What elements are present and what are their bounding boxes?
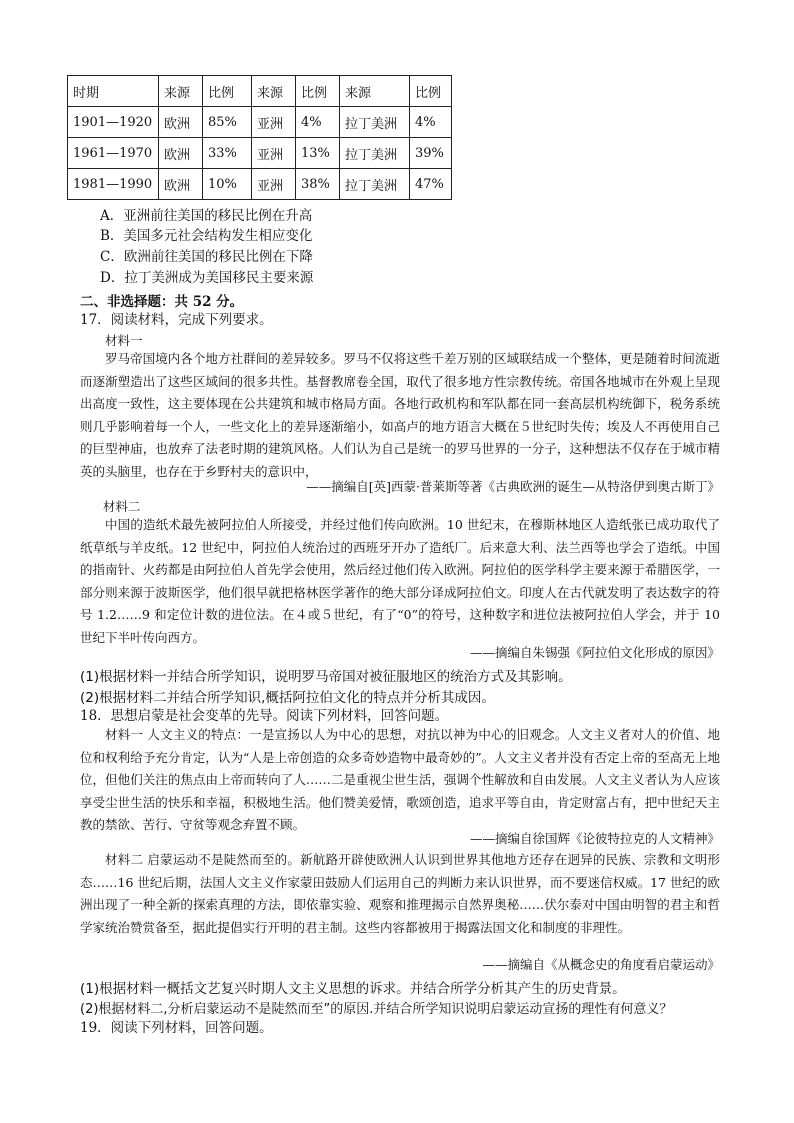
table-cell: 85% (203, 107, 252, 138)
table-cell: 33% (203, 138, 252, 169)
table-cell: 4% (410, 107, 452, 138)
table-row (68, 169, 452, 200)
table-cell: 1901—1920 (68, 107, 159, 138)
table-header-cell: 来源 (340, 76, 410, 107)
q17-material-2-text: 中国的造纸术最先被阿拉伯人所接受，并经过他们传向欧洲。10 世纪末，在穆斯林地区人造纸张已成功取代了纸草纸与羊皮纸。12 世纪中，阿拉伯人统治过的西班牙开办了造纸厂。后来意大利、法兰西等也学会了造纸。中国的指南针、火药都是由阿拉伯人首先学会使用，然后经过他们传入欧洲。阿拉伯的医学科学主要来源于希腊医学，一部分则来源于波斯医学，他们很早就把格林医学著作的绝大部分译成阿拉伯文。印度人在古代就发明了表达数字的符号 1.2……9 和定位计数的进位法。在４或５世纪，有了“0”的符号，这种数字和进位法被阿拉伯人学会，并于 10 世纪下半叶传向西方。 (80, 517, 720, 645)
option-b: B．美国多元社会结构发生相应变化 (100, 228, 313, 244)
table-cell: 38% (296, 169, 340, 200)
q17-material-1-text: 罗马帝国境内各个地方社群间的差异较多。罗马不仅将这些千差万别的区域联结成一个整体，更是随着时间流逝而逐渐塑造出了这些区域间的很多共性。基督教席卷全国，取代了很多地方性宗教传统。帝国各地城市在外观上呈现出高度一致性，这主要体现在公共建筑和城市格局方面。各地行政机构和军队都在同一套高层机构统御下，税务系统则几乎影响着每一个人，一些文化上的差异逐渐缩小，如高卢的地方语言大概在５世纪时失传；埃及人不再使用自己的巨型神庙，也放弃了法老时期的建筑风格。人们认为自己是统一的罗马世界的一分子，这种想法不仅存在于城市精英的头脑里，也存在于乡野村夫的意识中， (80, 351, 720, 479)
option-c: C．欧洲前往美国的移民比例在下降 (100, 249, 313, 265)
migration-table (67, 75, 452, 200)
q18-material-1-text: 材料一 人文主义的特点：一是宣扬以人为中心的思想，对抗以神为中心的旧观念。人文主义者对人的价值、地位和权利给予充分肯定，认为“人是上帝创造的众多奇妙造物中最奇妙的”。人文主义者并没有否定上帝的至高无上地位，但他们关注的焦点由上帝而转向了人……二是重视尘世生活，强调个性解放和自由发展。人文主义者认为人应该享受尘世生活的快乐和幸福，积极地生活。他们赞美爱情，歌颂创造，追求平等自由，肯定财富占有，把中世纪天主教的禁欲、苦行、守贫等观念弃置不顾。 (80, 727, 720, 833)
table-header-cell: 比例 (410, 76, 452, 107)
table-cell: 10% (203, 169, 252, 200)
table-header-cell: 来源 (159, 76, 203, 107)
table-cell: 欧洲 (159, 138, 203, 169)
option-a: A．亚洲前往美国的移民比例在升高 (100, 208, 313, 224)
material-2-label: 材料二 (103, 499, 141, 514)
q17-sub-question-2: (2)根据材料二并结合所学知识,概括阿拉伯文化的特点并分析其成因。 (80, 690, 495, 706)
q18-sub-question-2: (2)根据材料二,分析启蒙运动不是陡然而至”的原因.并结合所学知识说明启蒙运动宣扬的理性有何意义？ (80, 1002, 673, 1017)
q18-material-2-source: ——摘编自《从概念史的角度看启蒙运动》 (482, 957, 720, 972)
q17-sub-question-1: (1)根据材料一并结合所学知识，说明罗马帝国对被征服地区的统治方式及其影响。 (80, 669, 572, 685)
q18-sub-question-1: (1)根据材料一概括文艺复兴时期人文主义思想的诉求。并结合所学分析其产生的历史背景。 (80, 981, 626, 997)
q17-material-2-source: ——摘编自朱锡强《阿拉伯文化形成的原因》 (469, 645, 720, 660)
table-cell: 1961—1970 (68, 138, 159, 169)
q18-material-2-text: 材料二 启蒙运动不是陡然而至的。新航路开辟使欧洲人认识到世界其他地方还存在迥异的民族、宗教和文明形态……16 世纪后期，法国人文主义作家蒙田鼓励人们运用自己的判断力来认识世界，而不要迷信权威。17 世纪的欧洲出现了一种全新的探索真理的方法，即依靠实验、观察和推理揭示自然界奥秘……伏尔泰对中国由明智的君主和哲学家统治赞赏备至，据此提倡实行开明的君主制。这些内容都被用于揭露法国文化和制度的非理性。 (80, 852, 720, 935)
table-cell: 亚洲 (252, 138, 296, 169)
section-heading: 二、非选择题：共 52 分。 (80, 294, 244, 310)
material-1-label: 材料一 (105, 333, 143, 348)
question-18-title: 18．思想启蒙是社会变革的先导。阅读下列材料，回答问题。 (80, 708, 449, 724)
table-cell: 拉丁美洲 (340, 169, 410, 200)
table-cell: 47% (410, 169, 452, 200)
q17-material-1-source: ——摘编自[英]西蒙·普莱斯等著《古典欧洲的诞生—从特洛伊到奥古斯丁》 (306, 479, 720, 494)
table-cell: 欧洲 (159, 169, 203, 200)
q18-material-1-source: ——摘编自徐国辉《论彼特拉克的人文精神》 (469, 831, 720, 846)
table-header-row (68, 76, 452, 107)
question-17-title: 17．阅读材料，完成下列要求。 (80, 312, 273, 328)
question-19-title: 19．阅读下列材料，回答问题。 (80, 1020, 273, 1036)
table-cell: 拉丁美洲 (340, 138, 410, 169)
table-cell: 4% (296, 107, 340, 138)
table-row (68, 107, 452, 138)
table-header-cell: 比例 (296, 76, 340, 107)
table-cell: 13% (296, 138, 340, 169)
table-cell: 亚洲 (252, 169, 296, 200)
table-header-cell: 来源 (252, 76, 296, 107)
table-cell: 欧洲 (159, 107, 203, 138)
table-cell: 拉丁美洲 (340, 107, 410, 138)
option-d: D．拉丁美洲成为美国移民主要来源 (100, 270, 314, 286)
table-cell: 亚洲 (252, 107, 296, 138)
table-header-cell: 比例 (203, 76, 252, 107)
table-row (68, 138, 452, 169)
table-cell: 39% (410, 138, 452, 169)
table-cell: 1981—1990 (68, 169, 159, 200)
table-header-cell: 时期 (68, 76, 159, 107)
